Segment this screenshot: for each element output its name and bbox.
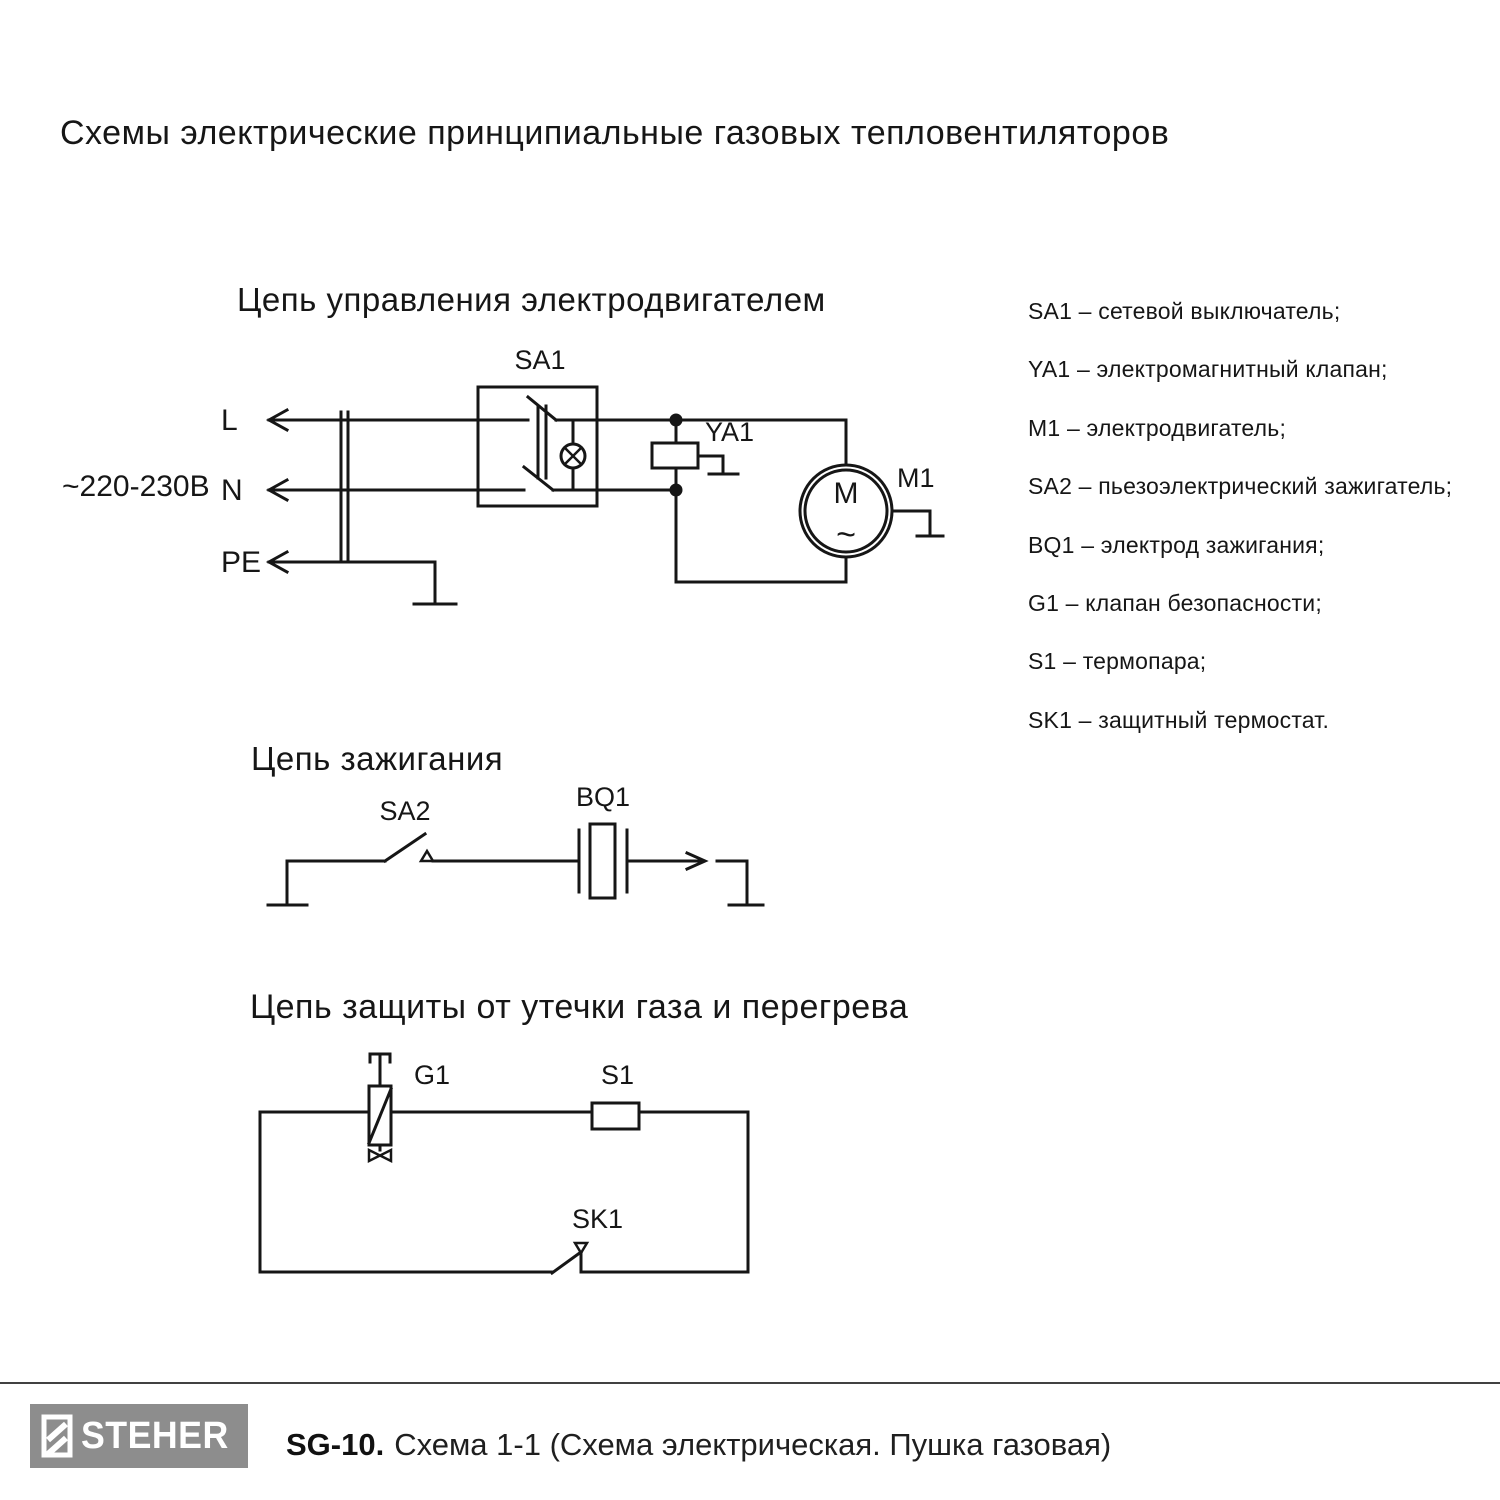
steher-emblem-icon — [40, 1414, 74, 1458]
section-title-ignition: Цепь зажигания — [251, 740, 504, 777]
model-number: SG-10. — [286, 1427, 385, 1462]
motor-ac-sign: ~ — [836, 516, 856, 554]
brand-name: STEHER — [80, 1414, 229, 1457]
ignition-circuit — [268, 824, 763, 905]
brand-logo — [30, 1404, 248, 1468]
sa1-label: SA1 — [514, 345, 566, 375]
bq1-label: BQ1 — [575, 782, 631, 812]
junction-dot — [670, 484, 683, 497]
protection-circuit — [260, 1054, 748, 1273]
voltage-label: ~220-230В — [62, 470, 210, 503]
terminal-label-n: N — [221, 474, 243, 507]
sk1-label: SK1 — [572, 1204, 624, 1234]
schema-caption: Схема 1-1 (Схема электрическая. Пушка газовая) — [394, 1427, 1112, 1462]
legend-item: YA1 – электромагнитный клапан; — [1028, 356, 1388, 383]
terminal-label-l: L — [221, 404, 238, 437]
m1-label: M1 — [897, 463, 935, 493]
s1-thermocouple-symbol — [592, 1103, 639, 1129]
g1-valve-symbol — [369, 1054, 391, 1161]
s1-label: S1 — [601, 1060, 635, 1090]
lamp-icon — [561, 420, 585, 490]
bq1-electrode-symbol — [579, 824, 627, 898]
motor-letter: M — [833, 477, 859, 510]
legend-item: SK1 – защитный термостат. — [1028, 706, 1330, 733]
sa2-button-symbol — [385, 834, 433, 861]
sa1-switch-symbol — [478, 387, 597, 506]
junction-dot — [670, 414, 683, 427]
earth-icon — [414, 562, 456, 604]
legend-item: S1 – термопара; — [1028, 648, 1207, 675]
legend-item: SA1 – сетевой выключатель; — [1028, 298, 1341, 324]
sa2-label: SA2 — [379, 796, 431, 826]
legend-item: G1 – клапан безопасности; — [1028, 590, 1322, 617]
legend-item: SA2 – пьезоэлектрический зажигатель; — [1028, 473, 1453, 500]
terminal-label-pe: PE — [221, 546, 262, 579]
legend-item: M1 – электродвигатель; — [1028, 414, 1287, 441]
legend-item: BQ1 – электрод зажигания; — [1028, 531, 1325, 558]
footer-divider — [0, 1382, 1500, 1384]
earth-icon — [268, 861, 307, 905]
page-title: Схемы электрические принципиальные газовых тепловентиляторов — [60, 114, 1170, 152]
footer-caption — [286, 1427, 1111, 1463]
g1-label: G1 — [414, 1060, 451, 1090]
sk1-thermostat-symbol — [552, 1243, 587, 1273]
section-title-motor-control: Цепь управления электродвигателем — [237, 281, 826, 318]
spark-gap-earth — [717, 861, 763, 905]
ya1-label: YA1 — [705, 417, 755, 447]
section-title-protection: Цепь защиты от утечки газа и перегрева — [250, 988, 909, 1026]
